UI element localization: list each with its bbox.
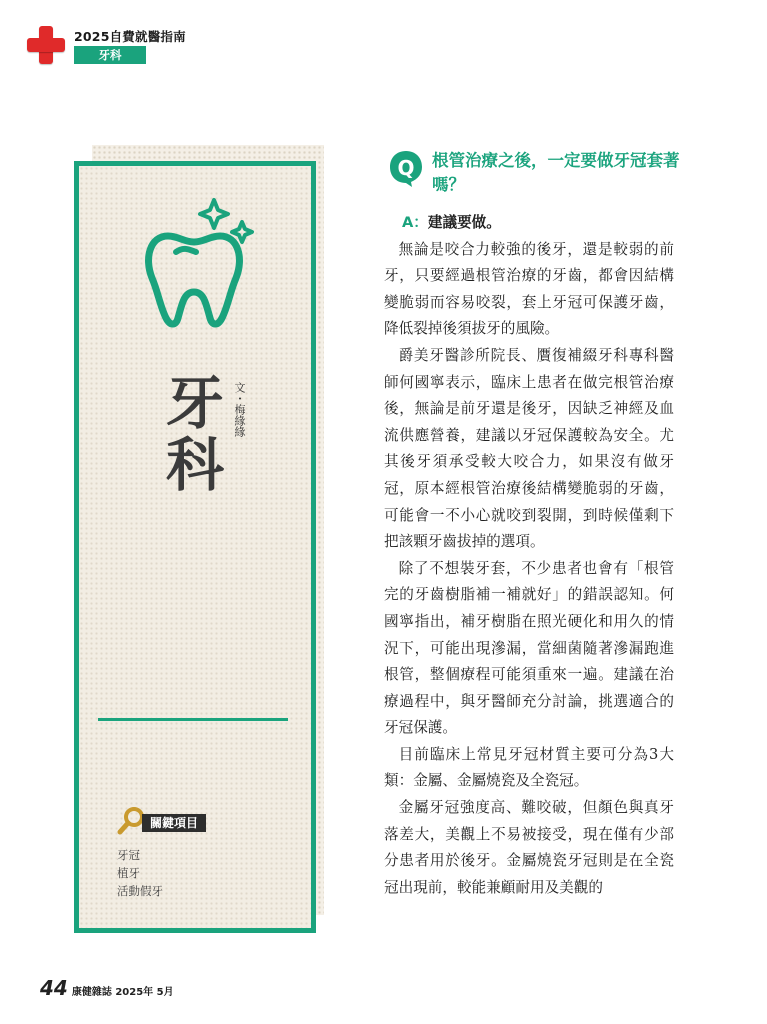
- tooth-sparkle-icon: [140, 196, 260, 336]
- key-item: 牙冠: [117, 848, 140, 862]
- guide-title: 2025自費就醫指南: [74, 29, 186, 44]
- key-item: 活動假牙: [117, 884, 163, 898]
- paragraph: 爵美牙醫診所院長、贋復補綴牙科專科醫師何國寧表示，臨床上患者在做完根管治療後，無論是前牙還是後牙，因缺乏神經及血流供應營養，建議以牙冠保護較為安全。尤其後牙須承受較大咬合力，如果沒有做牙冠，原本經根管治療後結構變脆弱的牙齒，可能會一不小心就咬到裂開，到時候僅剩下把該顆牙齒拔掉的選項。: [384, 346, 674, 551]
- question-badge-icon: [388, 149, 424, 189]
- key-items-list: [117, 846, 163, 900]
- paragraph: 除了不想裝牙套，不少患者也會有「根管完的牙齒樹脂補一補就好」的錯誤認知。何國寧指出，補牙樹脂在照光硬化和用久的情況下，可能出現滲漏，當細菌隨著滲漏跑進根管，整個療程可能須重來一遍。建議在治療過程中，與牙醫師充分討論，挑選適合的牙冠保護。: [384, 559, 674, 737]
- publication-name: 康健雜誌 2025年 5月: [71, 987, 174, 998]
- sidebar-divider: [98, 718, 288, 721]
- red-cross-icon: [25, 24, 67, 66]
- q-badge-letter: Q: [397, 156, 415, 180]
- article-body: [384, 210, 674, 901]
- answer-lead-text: 建議要做。: [427, 214, 501, 231]
- paragraph: 無論是咬合力較強的後牙，還是較弱的前牙，只要經過根管治療的牙齒，都會因結構變脆弱而容易咬裂，套上牙冠可保護牙齒，降低裂掉後須拔牙的風險。: [384, 240, 674, 338]
- question-text: 根管治療之後，一定要做牙冠套著嗎？: [432, 151, 680, 194]
- page-number: 44: [40, 976, 68, 1000]
- sidebar-title: 牙科: [165, 369, 224, 499]
- answer-lead: [384, 210, 674, 237]
- answer-mark: A：: [402, 214, 428, 231]
- key-item: 植牙: [117, 866, 140, 880]
- paragraph: 目前臨床上常見牙冠材質主要可分為3大類：金屬、金屬燒瓷及全瓷冠。: [384, 745, 674, 790]
- paragraph: 金屬牙冠強度高、難咬破，但顏色與真牙落差大，美觀上不易被接受，現在僅有少部分患者用於後牙。金屬燒瓷牙冠則是在全瓷冠出現前，較能兼顧耐用及美觀的: [384, 799, 674, 896]
- page-footer: [40, 976, 174, 1000]
- section-tag: 牙科: [74, 46, 146, 64]
- byline: 文・梅緣緣: [233, 382, 246, 437]
- key-items-label: 關鍵項目: [142, 814, 206, 832]
